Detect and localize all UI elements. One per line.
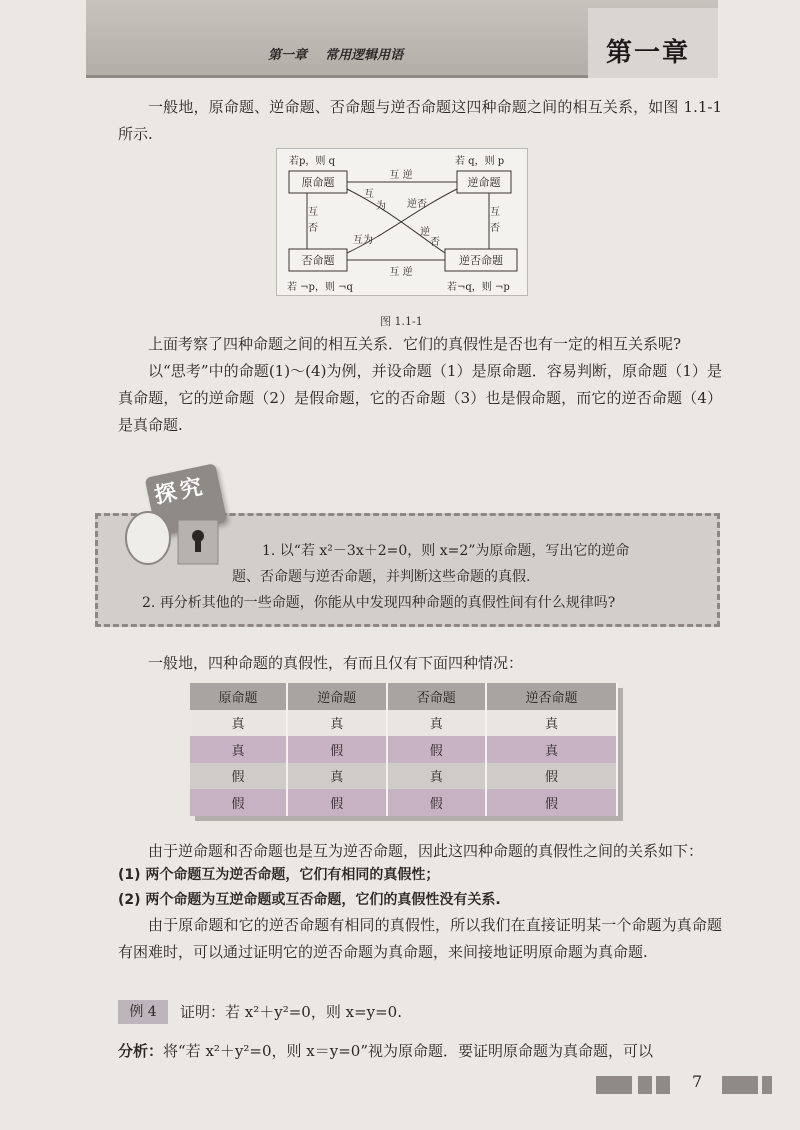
table-cell: 真 [387,763,486,790]
rel-top-label: 互 逆 [389,170,413,181]
table-row [190,763,617,790]
conclusion-point-2: (2) 两个命题为互逆命题或互否命题，它们的真假性没有关系. [118,892,501,908]
table-header-cell: 原命题 [190,683,287,710]
table-row [190,789,617,816]
footer-bar-segment [656,1076,670,1094]
explore-line-2: 题、否命题与逆否命题，并判断这些命题的真假. [232,569,531,585]
footer-bar-segment [596,1076,632,1094]
truth-table [190,683,618,816]
table-header-row [190,683,617,710]
page-number: 7 [692,1072,703,1091]
footer-bar-segment [722,1076,758,1094]
chapter-running-title: 第一章 常用逻辑用语 [268,48,404,63]
table-cell: 真 [486,736,617,763]
table-cell: 真 [387,710,486,737]
table-cell: 假 [486,789,617,816]
relation-diagram-svg [277,149,529,297]
table-cell: 假 [387,789,486,816]
table-cell: 假 [387,736,486,763]
label-bottom-left: 若 ¬p，则 ¬q [287,282,353,293]
label-top-left: 若p，则 q [289,156,335,167]
explore-line-1: 1. 以“若 x²－3x＋2=0，则 x=2”为原命题，写出它的逆命 [262,543,630,559]
rel-right-2: 否 [490,223,500,234]
table-cell: 假 [190,789,287,816]
table-header-cell: 逆否命题 [486,683,617,710]
table-row [190,710,617,737]
explore-badge-label: 探究 [152,473,209,510]
diag-a2: 为 [376,201,386,212]
box-inverse-text: 否命题 [301,254,335,267]
box-converse-text: 逆命题 [467,176,501,189]
conclusion-intro: 由于逆命题和否命题也是互为逆否命题，因此这四种命题的真假性之间的关系如下： [148,842,704,860]
table-header-cell: 否命题 [387,683,486,710]
footer-bar-segment [638,1076,652,1094]
explore-line-3: 2. 再分析其他的一些命题，你能从中发现四种命题的真假性间有什么规律吗? [142,595,616,611]
analysis-label: 分析： [118,1042,164,1060]
table-header-cell: 逆命题 [287,683,386,710]
diag-d1: 逆 [420,227,430,238]
table-cell: 假 [486,763,617,790]
diag-b1: 逆否 [407,199,427,210]
table-cell: 真 [287,710,386,737]
table-intro: 一般地，四种命题的真假性，有而且仅有下面四种情况： [148,654,524,672]
footer-bar-segment [762,1076,772,1094]
table-cell: 假 [287,736,386,763]
figure-caption: 图 1.1-1 [380,315,423,328]
label-bottom-right: 若¬q，则 ¬p [447,282,510,293]
box-original-text: 原命题 [301,176,335,189]
table-cell: 假 [190,763,287,790]
diag-d2: 否 [430,237,440,248]
table-cell: 假 [287,789,386,816]
analysis-text: 将“若 x²＋y²=0，则 x＝y=0”视为原命题．要证明原命题为真命题，可以 [163,1042,654,1060]
diag-c1: 互为 [353,235,373,246]
chapter-tab-label: 第一章 [606,38,691,68]
example-tag: 例 4 [118,1000,168,1024]
analysis-line [118,1038,722,1064]
magnifier-key-icon [118,500,228,580]
table-cell: 真 [190,710,287,737]
table-cell: 真 [287,763,386,790]
relation-diagram [276,148,528,296]
rel-bottom-label: 互 逆 [389,267,413,278]
conclusion-point-1: (1) 两个命题互为逆否命题，它们有相同的真假性； [118,867,440,883]
rel-right-1: 互 [490,207,500,218]
diag-a1: 互 [364,189,374,200]
body-paragraph-1: 上面考察了四种命题之间的相互关系．它们的真假性是否也有一定的相互关系呢? [148,335,682,353]
table-cell: 真 [486,710,617,737]
rel-left-2: 否 [308,223,318,234]
conclusion-paragraph: 由于原命题和它的逆否命题有相同的真假性，所以我们在直接证明某一个命题为真命题有困难时，可以通过证明它的逆否命题为真命题，来间接地证明原命题为真命题. [118,916,722,961]
label-top-right: 若 q，则 p [455,156,505,167]
example-statement: 证明：若 x²＋y²=0，则 x=y=0. [180,1003,402,1021]
table-row [190,736,617,763]
table-cell: 真 [190,736,287,763]
box-contrapositive-text: 逆否命题 [459,254,503,267]
intro-paragraph: 一般地，原命题、逆命题、否命题与逆否命题这四种命题之间的相互关系，如图 1.1-1 所示. [118,98,722,143]
body-paragraph-2: 以“思考”中的命题(1)～(4)为例，并设命题（1）是原命题．容易判断，原命题（1）是真命题，它的逆命题（2）是假命题，它的否命题（3）也是假命题，而它的逆否命题（4）是真命题. [118,362,722,434]
rel-left-1: 互 [308,207,318,218]
